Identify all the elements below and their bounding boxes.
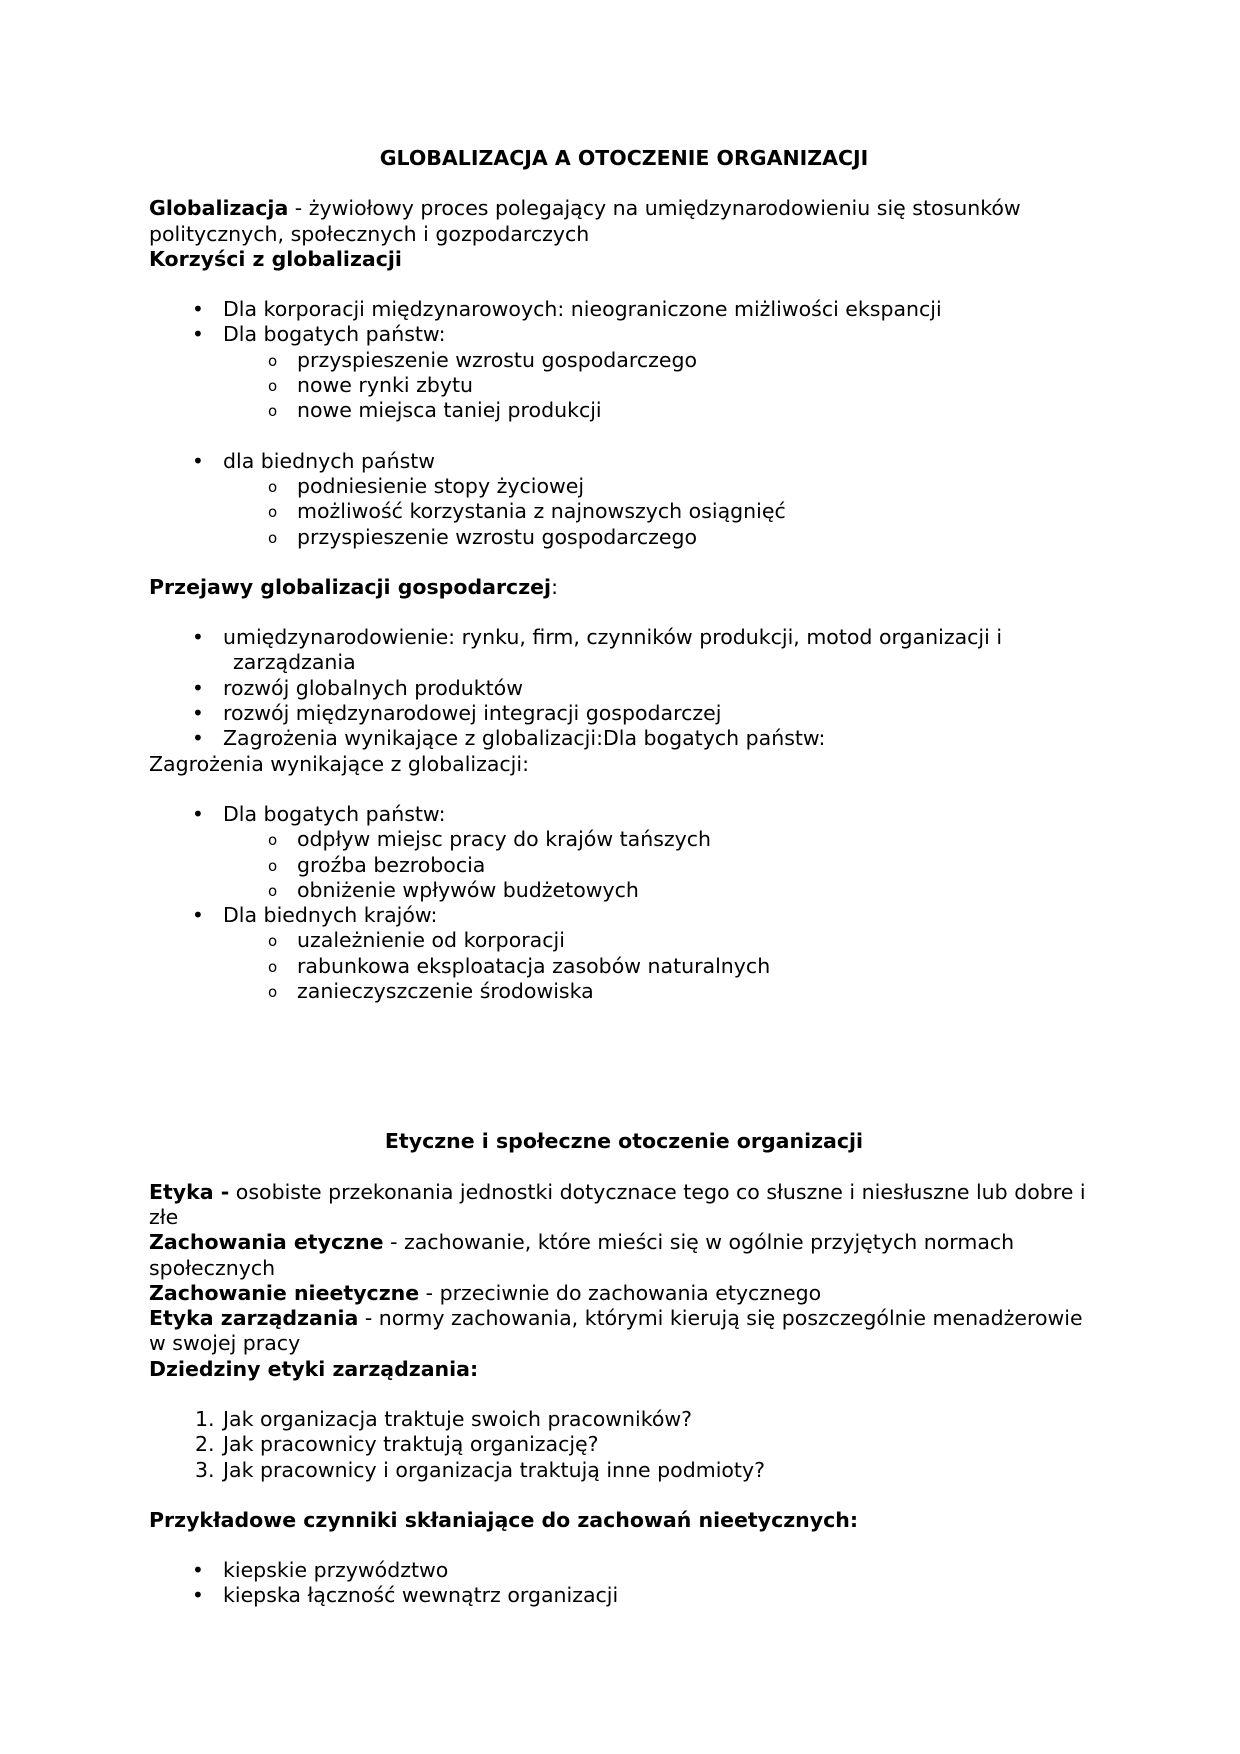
domains-heading: Dziedziny etyki zarządzania: <box>149 1356 479 1381</box>
list-item: • Dla bogatych państw: o przyspieszenie wzrostu gospodarczego o nowe rynki zbytu o nowe miejsca taniej produkcji <box>149 322 1099 423</box>
factors-list <box>149 1558 1099 1609</box>
sublist <box>223 474 1099 550</box>
list-item: o przyspieszenie wzrostu gospodarczego <box>223 525 1099 550</box>
list-item: o zanieczyszczenie środowiska <box>223 979 1099 1004</box>
list-item: o obniżenie wpływów budżetowych <box>223 878 1099 903</box>
definition: Zachowanie nieetyczne - przeciwnie do zachowania etycznego <box>149 1280 822 1305</box>
section-title: Etyczne i społeczne otoczenie organizacji <box>384 1129 864 1154</box>
document-title: GLOBALIZACJA A OTOCZENIE ORGANIZACJI <box>379 146 869 170</box>
list-item: • kiepskie przywództwo <box>149 1558 1099 1583</box>
list-item: • umiędzynarodowienie: rynku, firm, czynników produkcji, motod organizacji i zarządzania <box>149 625 1099 676</box>
list-item: • rozwój międzynarodowej integracji gospodarczej <box>149 701 1099 726</box>
threats-list <box>149 802 1099 1004</box>
list-item: o podniesienie stopy życiowej <box>223 474 1099 499</box>
list-item: o nowe miejsca taniej produkcji <box>223 398 1099 423</box>
list-item: o możliwość korzystania z najnowszych osiągnięć <box>223 499 1099 524</box>
list-item: o uzależnienie od korporacji <box>223 928 1099 953</box>
list-item: • kiepska łączność wewnątrz organizacji <box>149 1583 1099 1608</box>
list-item: • Dla bogatych państw: o odpływ miejsc pracy do krajów tańszych o groźba bezrobocia o obniżenie wpływów budżetowych <box>149 802 1099 903</box>
list-item: • rozwój globalnych produktów <box>149 676 1099 701</box>
definition: Etyka - osobiste przekonania jednostki dotycznace tego co słuszne i niesłuszne lub dobre i złe <box>149 1179 1086 1229</box>
globalization-definition <box>149 196 1099 247</box>
list-item: • Dla biednych krajów: o uzależnienie od korporacji o rabunkowa eksploatacja zasobów naturalnych o zanieczyszczenie środowiska <box>149 903 1099 1004</box>
sublist <box>223 827 1099 903</box>
list-item: • dla biednych państw o podniesienie stopy życiowej o możliwość korzystania z najnowszych osiągnięć o przyspieszenie wzrostu gospodarczego <box>149 449 1099 550</box>
list-item: o nowe rynki zbytu <box>223 373 1099 398</box>
list-item: o groźba bezrobocia <box>223 853 1099 878</box>
definition: Zachowania etyczne - zachowanie, które mieści się w ogólnie przyjętych normach społecznych <box>149 1230 1015 1280</box>
benefits-list <box>149 297 1099 423</box>
manifestations-list <box>149 625 1099 751</box>
factors-heading: Przykładowe czynniki skłaniające do zachowań nieetycznych: <box>149 1507 859 1532</box>
list-item: 2. Jak pracownicy traktują organizację? <box>195 1432 599 1457</box>
list-item: 1. Jak organizacja traktuje swoich pracowników? <box>195 1406 693 1431</box>
list-item: o przyspieszenie wzrostu gospodarczego <box>223 348 1099 373</box>
list-item: 3. Jak pracownicy i organizacja traktują inne podmioty? <box>195 1457 765 1482</box>
globalization-definition-text: - żywiołowy proces polegający na umiędzynarodowieniu się stosunków politycznych, społecznych i gozpodarczych <box>149 196 1021 246</box>
manifestations-heading: Przejawy globalizacji gospodarczej: <box>149 574 558 599</box>
list-item: • Zagrożenia wynikające z globalizacji:Dla bogatych państw: <box>149 726 1099 751</box>
benefits-list-poor <box>149 449 1099 550</box>
list-item: o odpływ miejsc pracy do krajów tańszych <box>223 827 1099 852</box>
benefits-heading: Korzyści z globalizacji <box>149 246 402 271</box>
domains-list <box>149 1407 1099 1483</box>
threats-heading: Zagrożenia wynikające z globalizacji: <box>149 751 529 776</box>
list-item: • Dla korporacji międzynarowoych: nieograniczone miżliwości ekspancji <box>149 297 1099 322</box>
globalization-term: Globalizacja <box>149 196 289 221</box>
sublist <box>223 348 1099 424</box>
sublist <box>223 928 1099 1004</box>
definition: Etyka zarządzania - normy zachowania, którymi kierują się poszczególnie menadżerowie w swojej pracy <box>149 1306 1083 1356</box>
document-page <box>149 146 1099 1634</box>
list-item: o rabunkowa eksploatacja zasobów naturalnych <box>223 954 1099 979</box>
